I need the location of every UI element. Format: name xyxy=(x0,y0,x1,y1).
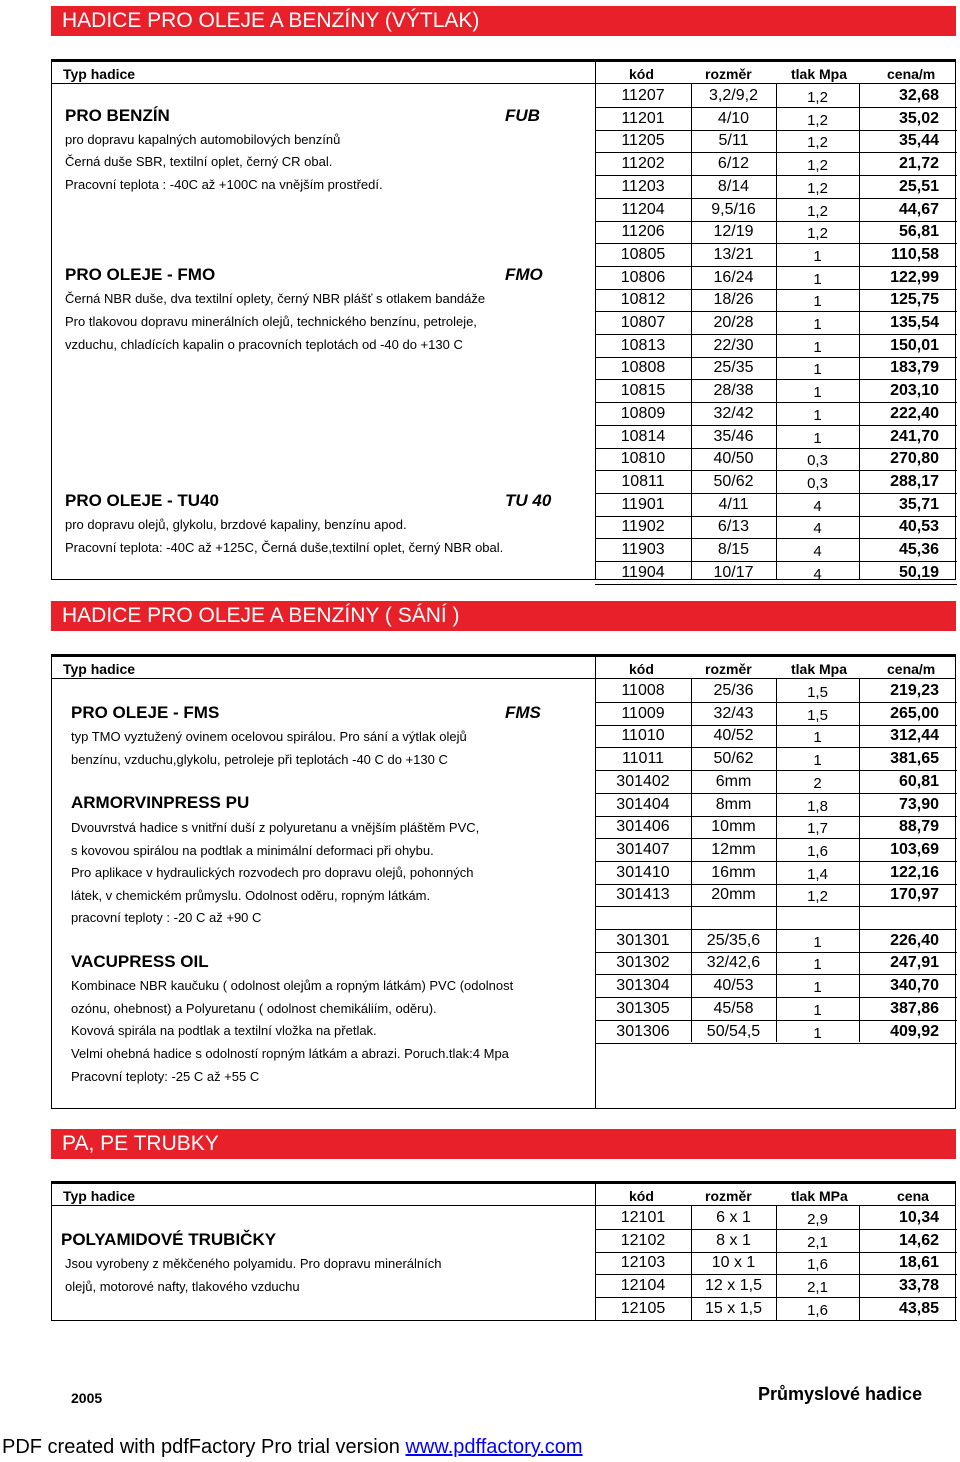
section-banner-sani: HADICE PRO OLEJE A BENZÍNY ( SÁNÍ ) xyxy=(51,601,956,631)
header-tlak: tlak MPa xyxy=(791,1188,848,1204)
group-line: látek, v chemickém průmyslu. Odolnost oděru, ropným látkám. xyxy=(71,888,431,903)
cell-kod: 11202 xyxy=(621,155,665,173)
cell-tlak: 4 xyxy=(813,520,822,538)
cell-cena: 312,44 xyxy=(890,727,939,745)
cell-cena: 35,71 xyxy=(898,495,939,513)
cell-tlak: 1 xyxy=(813,729,822,747)
header-typ: Typ hadice xyxy=(63,661,136,677)
cell-kod: 11010 xyxy=(621,727,665,745)
section-banner-trubky: PA, PE TRUBKY xyxy=(51,1129,956,1159)
group-title: POLYAMIDOVÉ TRUBIČKY xyxy=(61,1230,277,1249)
cell-cena: 73,90 xyxy=(898,795,939,813)
cell-cena: 381,65 xyxy=(890,750,939,768)
cell-kod: 301304 xyxy=(616,977,670,995)
group-title: PRO OLEJE - FMO xyxy=(65,265,216,284)
table-row xyxy=(595,379,957,403)
cell-cena: 25,51 xyxy=(898,177,939,195)
cell-tlak: 1 xyxy=(813,979,822,997)
cell-kod: 10815 xyxy=(620,382,666,400)
table-row xyxy=(595,198,957,222)
header-rozmer: rozměr xyxy=(705,66,752,82)
cell-kod: 10805 xyxy=(620,245,666,263)
pdf-link[interactable]: www.pdffactory.com xyxy=(405,1436,583,1458)
pdf-notice-text: PDF created with pdfFactory Pro trial version xyxy=(2,1436,406,1458)
table-row xyxy=(595,334,957,358)
cell-cena: 288,17 xyxy=(890,472,939,490)
cell-tlak: 1,2 xyxy=(807,157,828,175)
cell-rozmer: 8mm xyxy=(715,795,752,813)
cell-kod: 10806 xyxy=(620,268,666,286)
cell-kod: 11201 xyxy=(621,109,665,127)
cell-kod: 301410 xyxy=(616,863,670,881)
cell-tlak: 4 xyxy=(813,543,822,560)
cell-kod: 11011 xyxy=(621,750,665,768)
cell-rozmer: 10 x 1 xyxy=(711,1254,756,1272)
cell-tlak: 4 xyxy=(813,497,822,515)
group-title: PRO OLEJE - TU40 xyxy=(65,491,219,510)
cell-rozmer: 18/26 xyxy=(713,291,754,309)
cell-kod: 12104 xyxy=(620,1277,666,1295)
cell-kod: 11901 xyxy=(621,495,665,513)
cell-cena: 203,10 xyxy=(890,382,939,400)
cell-tlak: 1,6 xyxy=(807,842,828,860)
group-line: ozónu, ohebnost) a Polyuretanu ( odolnost chemikáliím, oděru). xyxy=(71,1001,437,1016)
cell-cena: 122,99 xyxy=(890,268,939,286)
cell-cena: 170,97 xyxy=(890,886,939,904)
cell-tlak: 0,3 xyxy=(807,452,828,470)
cell-cena: 125,75 xyxy=(890,291,939,309)
group-code: FMS xyxy=(505,703,541,722)
cell-tlak: 1,2 xyxy=(807,89,828,106)
header-typ: Typ hadice xyxy=(63,66,136,82)
cell-cena: 247,91 xyxy=(890,954,939,972)
footer-year: 2005 xyxy=(71,1390,103,1406)
cell-kod: 10812 xyxy=(620,291,666,309)
cell-tlak: 2,1 xyxy=(807,1233,828,1251)
cell-tlak: 1,5 xyxy=(807,706,828,724)
cell-kod: 12105 xyxy=(620,1299,666,1317)
cell-kod: 12101 xyxy=(620,1209,666,1226)
group-line: Velmi ohebná hadice s odolností ropným látkám a abrazi. Poruch.tlak:4 Mpa xyxy=(71,1046,509,1061)
group-line: Dvouvrstvá hadice s vnitřní duší z polyuretanu a vnějším pláštěm PVC, xyxy=(71,820,480,835)
cell-tlak: 2,1 xyxy=(807,1279,828,1297)
table-row xyxy=(595,220,957,244)
table-header xyxy=(52,60,955,84)
group-code: TU 40 xyxy=(505,491,552,510)
cell-kod: 11203 xyxy=(621,177,665,195)
table-row xyxy=(595,152,957,176)
table-header xyxy=(52,1182,955,1206)
cell-rozmer: 8/15 xyxy=(717,541,750,558)
cell-kod: 301302 xyxy=(616,954,670,972)
cell-cena: 226,40 xyxy=(890,931,939,949)
cell-rozmer: 32/43 xyxy=(713,704,754,722)
cell-cena: 88,79 xyxy=(898,818,939,836)
cell-cena: 110,58 xyxy=(890,245,939,263)
group-title: PRO BENZÍN xyxy=(65,106,170,125)
cell-rozmer: 35/46 xyxy=(713,427,754,445)
group-line: Pro tlakovou dopravu minerálních olejů, technického benzínu, petroleje, xyxy=(65,314,477,329)
table-row xyxy=(595,107,957,131)
cell-tlak: 1 xyxy=(813,933,822,951)
cell-cena: 18,61 xyxy=(898,1254,939,1272)
cell-rozmer: 20mm xyxy=(711,886,756,904)
cell-kod: 11902 xyxy=(621,518,665,536)
table-row xyxy=(595,129,957,153)
cell-cena: 222,40 xyxy=(890,404,939,422)
table-row xyxy=(595,356,957,380)
cell-tlak: 1 xyxy=(813,316,822,333)
table-row xyxy=(595,470,957,494)
pdf-notice xyxy=(2,1436,583,1459)
cell-tlak: 1,4 xyxy=(807,865,828,883)
group-line: Kovová spirála na podtlak a textilní vložka na přetlak. xyxy=(71,1023,377,1038)
cell-cena: 265,00 xyxy=(890,704,939,722)
cell-rozmer: 25/35,6 xyxy=(706,931,761,949)
cell-kod: 10808 xyxy=(620,359,666,377)
group-line: pro dopravu olejů, glykolu, brzdové kapaliny, benzínu apod. xyxy=(65,517,407,532)
cell-rozmer: 40/53 xyxy=(713,977,754,995)
cell-cena: 43,85 xyxy=(898,1299,939,1317)
cell-kod: 301306 xyxy=(616,1022,670,1040)
cell-rozmer: 8/14 xyxy=(717,177,750,195)
group-line: olejů, motorové nafty, tlakového vzduchu xyxy=(65,1279,300,1294)
group-code: FUB xyxy=(505,106,540,125)
table-row xyxy=(595,402,957,426)
cell-rozmer: 13/21 xyxy=(713,245,754,263)
cell-rozmer: 22/30 xyxy=(713,336,754,354)
group-line: pracovní teploty : -20 C až +90 C xyxy=(71,910,262,925)
cell-tlak: 1 xyxy=(813,338,822,356)
table-row xyxy=(595,493,957,517)
cell-rozmer: 10/17 xyxy=(713,563,754,581)
table-header xyxy=(52,655,955,679)
header-rozmer: rozměr xyxy=(705,661,752,677)
table-row xyxy=(595,425,957,449)
cell-kod: 301402 xyxy=(616,772,670,790)
group-line: Černá NBR duše, dva textilní oplety, černý NBR plášť s otlakem bandáže xyxy=(65,291,486,306)
table-row xyxy=(595,538,957,562)
cell-rozmer: 4/10 xyxy=(717,109,750,127)
cell-rozmer: 6 x 1 xyxy=(716,1209,751,1226)
header-tlak: tlak Mpa xyxy=(791,661,848,677)
cell-tlak: 1,6 xyxy=(807,1301,828,1319)
header-cena: cena/m xyxy=(887,66,936,82)
cell-cena: 219,23 xyxy=(890,682,939,699)
group-line: Pro aplikace v hydraulických rozvodech pro dopravu olejů, pohonných xyxy=(71,865,474,880)
cell-tlak: 1 xyxy=(813,247,822,265)
cell-cena: 21,72 xyxy=(898,155,939,173)
cell-rozmer: 6/12 xyxy=(717,155,750,173)
cell-rozmer: 16mm xyxy=(711,863,756,881)
cell-tlak: 1,8 xyxy=(807,797,828,815)
group-line: Pracovní teploty: -25 C až +55 C xyxy=(71,1069,260,1084)
cell-tlak: 1,5 xyxy=(807,684,828,701)
cell-tlak: 1,2 xyxy=(807,202,828,220)
cell-kod: 11205 xyxy=(621,132,665,150)
cell-kod: 10811 xyxy=(621,472,665,490)
group-title: VACUPRESS OIL xyxy=(71,952,209,971)
table-row xyxy=(595,447,957,471)
table-row xyxy=(595,84,957,108)
cell-tlak: 1 xyxy=(813,752,822,770)
cell-kod: 301305 xyxy=(616,999,670,1017)
group-title: PRO OLEJE - FMS xyxy=(71,703,220,722)
cell-tlak: 1 xyxy=(813,956,822,974)
table-trubky xyxy=(51,1181,956,1321)
table-row xyxy=(595,266,957,290)
cell-cena: 270,80 xyxy=(890,450,939,468)
cell-rozmer: 20/28 xyxy=(713,314,754,331)
cell-kod: 11206 xyxy=(621,223,665,241)
cell-cena: 122,16 xyxy=(890,863,939,881)
cell-cena: 44,67 xyxy=(898,200,939,218)
group-line: Černá duše SBR, textilní oplet, černý CR obal. xyxy=(65,154,333,169)
cell-cena: 45,36 xyxy=(898,541,939,558)
cell-tlak: 1,2 xyxy=(807,111,828,129)
table-row xyxy=(595,561,957,585)
header-typ: Typ hadice xyxy=(63,1188,136,1204)
cell-tlak: 1 xyxy=(813,293,822,311)
footer-title: Průmyslové hadice xyxy=(758,1384,923,1404)
table-row xyxy=(595,515,957,539)
cell-cena: 10,34 xyxy=(898,1209,939,1226)
cell-cena: 135,54 xyxy=(890,314,939,331)
cell-cena: 340,70 xyxy=(890,977,939,995)
header-rozmer: rozměr xyxy=(705,1188,752,1204)
cell-kod: 11903 xyxy=(621,541,665,558)
cell-rozmer: 12/19 xyxy=(713,223,754,241)
cell-cena: 241,70 xyxy=(890,427,939,445)
group-code: FMO xyxy=(505,265,543,284)
cell-cena: 40,53 xyxy=(898,518,939,536)
group-line: Kombinace NBR kaučuku ( odolnost olejům a ropným látkám) PVC (odolnost xyxy=(71,978,514,993)
cell-kod: 301404 xyxy=(616,795,670,813)
cell-kod: 10813 xyxy=(620,336,666,354)
cell-kod: 301407 xyxy=(616,840,670,858)
cell-rozmer: 12 x 1,5 xyxy=(705,1277,762,1295)
cell-cena: 387,86 xyxy=(890,999,939,1017)
cell-tlak: 1,6 xyxy=(807,1256,828,1274)
cell-rozmer: 50/62 xyxy=(713,472,754,490)
table-row xyxy=(595,175,957,199)
header-kod: kód xyxy=(629,661,654,677)
cell-rozmer: 12mm xyxy=(711,840,756,858)
header-kod: kód xyxy=(629,66,654,82)
table-vytlak xyxy=(51,59,956,583)
cell-rozmer: 9,5/16 xyxy=(711,200,756,218)
cell-tlak: 1,2 xyxy=(807,134,828,152)
cell-rozmer: 10mm xyxy=(711,818,756,836)
cell-rozmer: 5/11 xyxy=(718,132,749,150)
cell-rozmer: 40/52 xyxy=(713,727,754,745)
cell-kod: 12103 xyxy=(620,1254,666,1272)
cell-cena: 32,68 xyxy=(898,87,939,104)
cell-rozmer: 6/13 xyxy=(717,518,750,536)
group-line: Jsou vyrobeny z měkčeného polyamidu. Pro dopravu minerálních xyxy=(65,1256,442,1271)
cell-tlak: 1 xyxy=(813,270,822,288)
cell-cena: 103,69 xyxy=(890,840,939,858)
cell-rozmer: 32/42,6 xyxy=(706,954,761,972)
header-cena: cena xyxy=(897,1188,929,1204)
cell-cena: 35,44 xyxy=(898,132,939,150)
cell-kod: 10809 xyxy=(620,404,666,422)
cell-tlak: 2,9 xyxy=(807,1211,828,1228)
cell-tlak: 1,7 xyxy=(807,820,828,838)
cell-rozmer: 8 x 1 xyxy=(716,1231,751,1249)
group-title: ARMORVINPRESS PU xyxy=(71,793,250,812)
cell-rozmer: 28/38 xyxy=(713,382,754,400)
cell-kod: 10810 xyxy=(620,450,666,468)
table-row xyxy=(595,311,957,335)
cell-rozmer: 3,2/9,2 xyxy=(709,87,758,104)
group-line: vzduchu, chladících kapalin o pracovních teplotách od -40 do +130 C xyxy=(65,337,463,352)
cell-rozmer: 25/35 xyxy=(713,359,754,377)
table-sani xyxy=(51,654,956,1109)
group-line: pro dopravu kapalných automobilových benzínů xyxy=(65,132,341,147)
cell-kod: 11904 xyxy=(621,563,665,581)
cell-rozmer: 16/24 xyxy=(713,268,754,286)
cell-cena: 150,01 xyxy=(890,336,939,354)
header-cena: cena/m xyxy=(887,661,936,677)
cell-tlak: 1 xyxy=(813,1024,822,1042)
cell-tlak: 1,2 xyxy=(807,225,828,243)
cell-cena: 33,78 xyxy=(898,1277,939,1295)
group-line: typ TMO vyztužený ovinem ocelovou spirálou. Pro sání a výtlak olejů xyxy=(71,729,467,744)
cell-cena: 50,19 xyxy=(898,563,939,581)
cell-cena: 35,02 xyxy=(898,109,939,127)
cell-rozmer: 40/50 xyxy=(713,450,754,468)
cell-tlak: 2 xyxy=(813,774,822,792)
header-kod: kód xyxy=(629,1188,654,1204)
group-line: Pracovní teplota : -40C až +100C na vnějším prostředí. xyxy=(65,177,383,192)
cell-tlak: 1,2 xyxy=(807,179,828,197)
cell-kod: 301406 xyxy=(616,818,670,836)
cell-kod: 301413 xyxy=(616,886,670,904)
cell-kod: 10814 xyxy=(620,427,666,445)
cell-rozmer: 4/11 xyxy=(718,495,749,513)
cell-cena: 56,81 xyxy=(898,223,939,241)
cell-cena: 409,92 xyxy=(890,1022,939,1040)
table-row xyxy=(595,243,957,267)
cell-rozmer: 50/62 xyxy=(713,750,754,768)
cell-kod: 11207 xyxy=(621,87,665,104)
cell-rozmer: 15 x 1,5 xyxy=(705,1299,762,1317)
cell-kod: 10807 xyxy=(620,314,666,331)
cell-kod: 12102 xyxy=(620,1231,666,1249)
cell-tlak: 4 xyxy=(813,565,822,583)
section-banner-vytlak: HADICE PRO OLEJE A BENZÍNY (VÝTLAK) xyxy=(51,6,956,36)
cell-tlak: 1 xyxy=(813,1001,822,1019)
cell-rozmer: 25/36 xyxy=(713,682,754,699)
cell-tlak: 1 xyxy=(813,406,822,424)
table-row xyxy=(595,288,957,312)
cell-rozmer: 45/58 xyxy=(713,999,754,1017)
cell-tlak: 1,2 xyxy=(807,888,828,906)
cell-tlak: 1 xyxy=(813,429,822,447)
cell-cena: 14,62 xyxy=(898,1231,939,1249)
cell-cena: 60,81 xyxy=(898,772,939,790)
cell-cena: 183,79 xyxy=(890,359,939,377)
cell-tlak: 1 xyxy=(813,361,822,379)
group-line: benzínu, vzduchu,glykolu, petroleje při teplotách -40 C do +130 C xyxy=(71,752,448,767)
cell-rozmer: 32/42 xyxy=(713,404,754,422)
cell-kod: 11204 xyxy=(621,200,665,218)
cell-kod: 11008 xyxy=(621,682,665,699)
header-tlak: tlak Mpa xyxy=(791,66,848,82)
group-line: Pracovní teplota: -40C až +125C, Černá duše,textilní oplet, černý NBR obal. xyxy=(65,540,504,555)
cell-rozmer: 6mm xyxy=(715,772,752,790)
cell-tlak: 0,3 xyxy=(807,474,828,492)
cell-tlak: 1 xyxy=(813,384,822,402)
cell-kod: 301301 xyxy=(616,931,670,949)
cell-rozmer: 50/54,5 xyxy=(706,1022,761,1040)
group-line: s kovovou spirálou na podtlak a minimální deformaci při ohybu. xyxy=(71,843,434,858)
cell-kod: 11009 xyxy=(621,704,665,722)
